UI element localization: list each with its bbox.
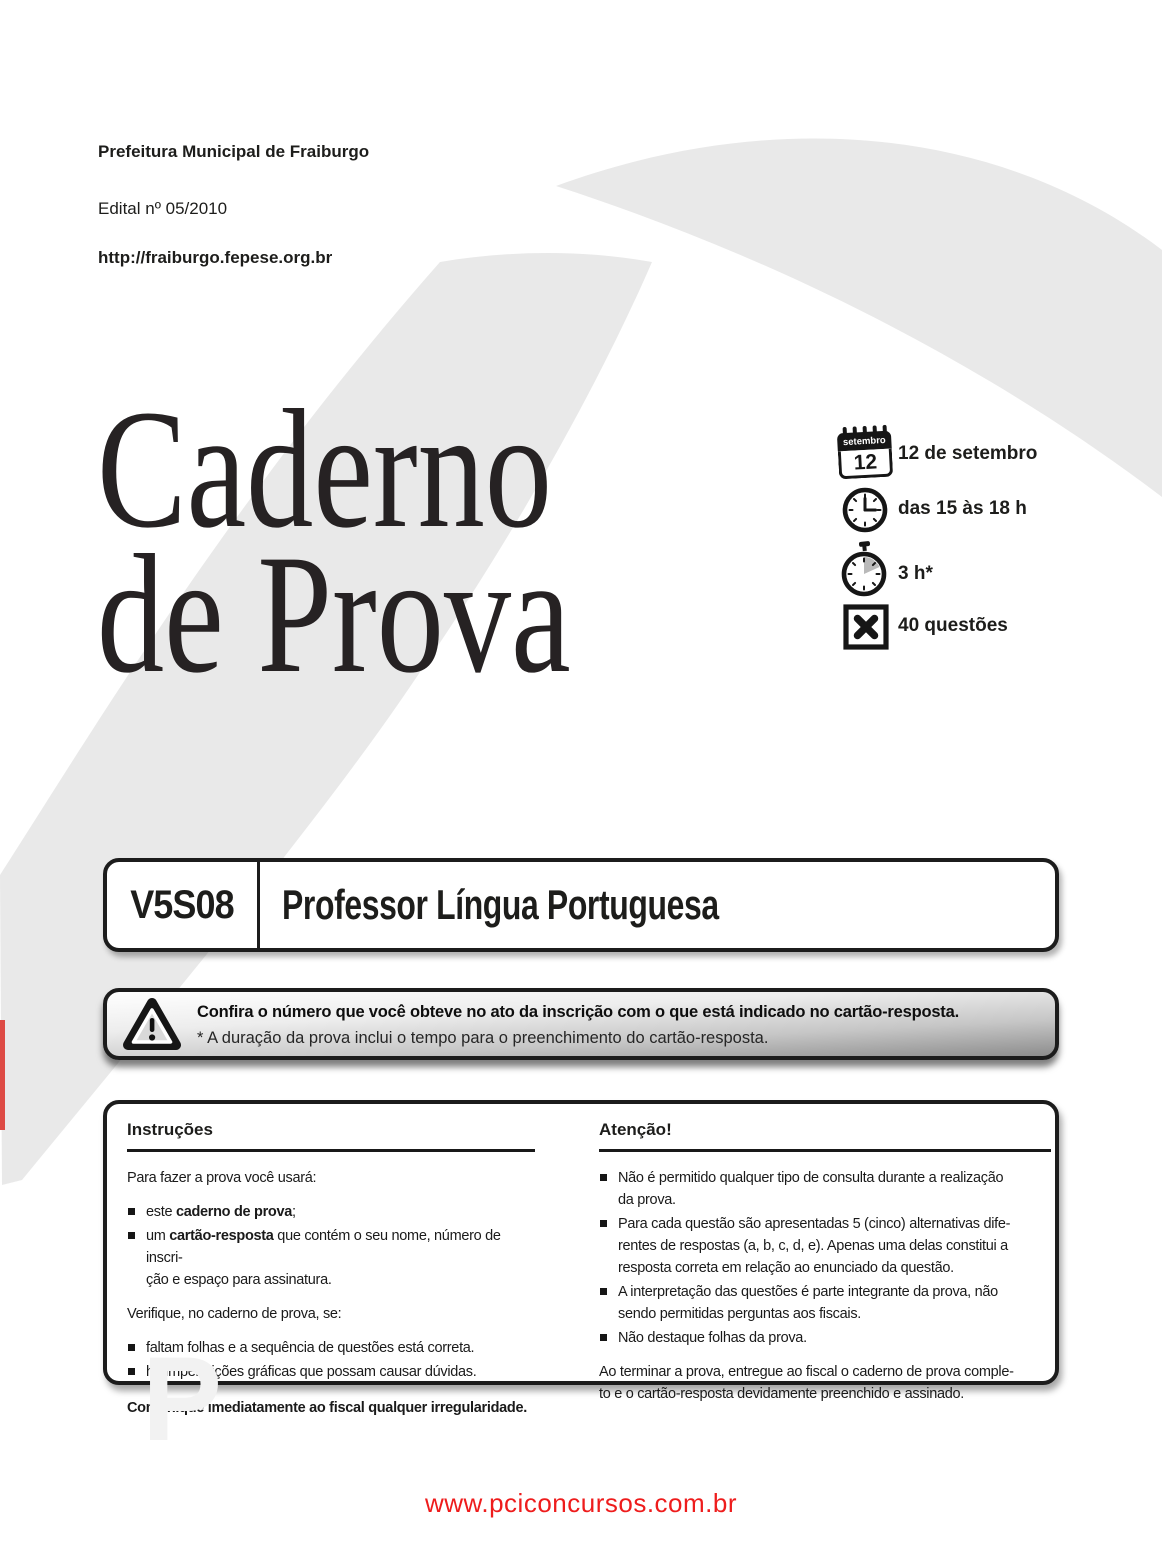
attention-title: Atenção! (599, 1120, 672, 1139)
list-item-text: A interpretação das questões é parte integrante da prova, não sendo permitidas perguntas aos fiscais. (618, 1284, 998, 1322)
bullet-square-icon (128, 1208, 135, 1215)
exam-duration-label: 3 h* (898, 563, 933, 584)
calendar-icon (837, 425, 894, 484)
warning-headline: Confira o número que você obteve no ato da inscrição com o que está indicado no cartão-resposta. (197, 1003, 959, 1021)
page-title-line1: Caderno (97, 375, 552, 563)
page-edge-artifact (0, 1020, 5, 1130)
list-item (599, 1167, 1051, 1211)
exam-date-label: 12 de setembro (898, 443, 1038, 464)
footer-site-url[interactable]: www.pciconcursos.com.br (424, 1488, 738, 1518)
attention-closing: Ao terminar a prova, entregue ao fiscal o caderno de prova comple- to e o cartão-resposta devidamente preenchido e assinado. (599, 1364, 1014, 1402)
registration-url[interactable]: http://fraiburgo.fepese.org.br (98, 248, 333, 267)
column-rule (599, 1149, 1051, 1152)
list-item-text: Não destaque folhas da prova. (618, 1330, 807, 1346)
exam-code-cell (107, 862, 260, 948)
organization-name: Prefeitura Municipal de Fraiburgo (98, 142, 370, 161)
list-item-text: faltam folhas e a sequência de questões está correta. (146, 1340, 475, 1356)
list-item (127, 1225, 535, 1291)
list-item-text: Para cada questão são apresentadas 5 (cinco) alternativas dife- rentes de respostas (a, b, c, d, e). Apenas uma delas constitui a resposta correta em relação ao enunciado da questão. (618, 1216, 1011, 1276)
bullet-square-icon (128, 1368, 135, 1375)
list-item (599, 1281, 1051, 1325)
warning-note: * A duração da prova inclui o tempo para o preenchimento do cartão-resposta. (197, 1029, 769, 1047)
stopwatch-icon (838, 540, 892, 602)
exam-code: V5S08 (130, 883, 234, 927)
instructions-intro-2: Verifique, no caderno de prova, se: (127, 1306, 342, 1322)
edital-number: Edital nº 05/2010 (98, 199, 228, 218)
calendar-month-label: setembro (837, 431, 892, 452)
exam-name: Professor Língua Portuguesa (282, 881, 719, 928)
bullet-square-icon (600, 1334, 607, 1341)
list-item (127, 1201, 535, 1223)
instructions-title: Instruções (127, 1120, 213, 1139)
exam-questions-label: 40 questões (898, 615, 1008, 636)
clock-icon (840, 485, 890, 535)
bullet-square-icon (600, 1174, 607, 1181)
column-rule (127, 1149, 535, 1152)
instructions-box (103, 1100, 1059, 1416)
calendar-day-label: 12 (838, 449, 893, 480)
exam-time-label: das 15 às 18 h (898, 498, 1027, 519)
bullet-square-icon (600, 1220, 607, 1227)
exam-identification-box (103, 858, 1059, 952)
checkbox-x-icon (843, 604, 891, 652)
list-item-text: um cartão-resposta que contém o seu nome, número de inscri- ção e espaço para assinatura. (146, 1228, 501, 1288)
page-title-line2: de Prova (97, 520, 571, 708)
list-item-text: este caderno de prova; (146, 1204, 296, 1220)
attention-column (599, 1120, 1051, 1405)
warning-triangle-icon (121, 996, 183, 1054)
list-item-text: Não é permitido qualquer tipo de consulta durante a realização da prova. (618, 1170, 1004, 1208)
list-item-text: há imperfeições gráficas que possam causar dúvidas. (146, 1364, 477, 1380)
instructions-intro-1: Para fazer a prova você usará: (127, 1170, 317, 1186)
instructions-closing: Comunique imediatamente ao fiscal qualquer irregularidade. (127, 1400, 527, 1416)
bullet-square-icon (600, 1288, 607, 1295)
list-item (599, 1213, 1051, 1279)
bullet-square-icon (128, 1344, 135, 1351)
watermark-letter: P (142, 1332, 223, 1466)
warning-box (103, 988, 1059, 1060)
bullet-square-icon (128, 1232, 135, 1239)
list-item (599, 1327, 1051, 1349)
